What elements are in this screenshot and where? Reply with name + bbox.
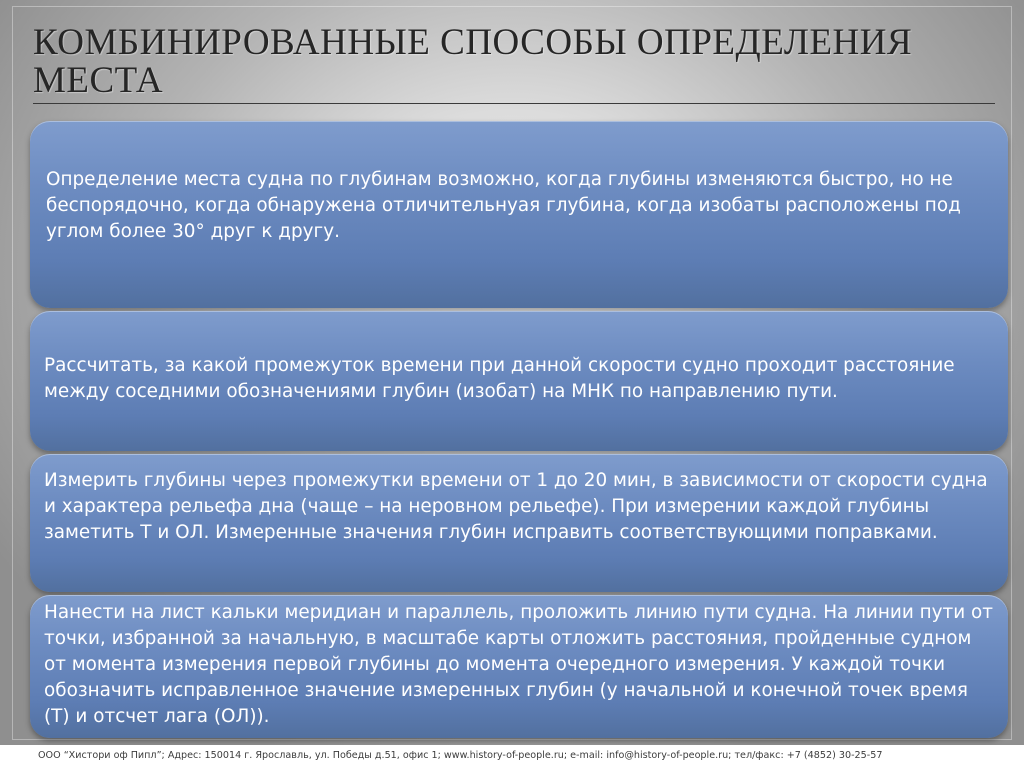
content-box-depth-method bbox=[30, 121, 1008, 308]
content-box-text: Рассчитать, за какой промежуток времени при данной скорости судно проходит расстояние между соседними обозначениями глубин (изобат) на МНК по направлению пути. bbox=[44, 355, 955, 402]
content-box-text: Измерить глубины через промежутки времени от 1 до 20 мин, в зависимости от скорости судна и характера рельефа дна (чаще – на неровном рельефе). При измерении каждой глубины заметить Т и ОЛ. Измеренные значения глубин исправить соответствующими поправками. bbox=[44, 470, 988, 543]
content-box-tracing-paper bbox=[30, 595, 1008, 738]
title-underline bbox=[33, 103, 995, 104]
footer-contact-info: ООО “Хистори оф Пипл”; Адрес: 150014 г. Ярославль, ул. Победы д.51, офис 1; www.history-of-people.ru; e-mail: info@history-of-people.ru; тел/факс: +7 (4852) 30-25-57 bbox=[38, 750, 883, 761]
content-box-time-calculation bbox=[30, 311, 1008, 451]
content-box-text: Нанести на лист кальки меридиан и параллель, проложить линию пути судна. На линии пути от точки, избранной за начальную, в масштабе карты отложить расстояния, пройденные судном от момента измерения первой глубины до момента очередного измерения. У каждой точки обозначить исправленное значение измеренных глубин (у начальной и конечной точек время (Т) и отсчет лага (ОЛ)). bbox=[44, 602, 994, 727]
content-box-depth-measurement bbox=[30, 454, 1008, 592]
content-box-text: Определение места судна по глубинам возможно, когда глубины изменяются быстро, но не беспорядочно, когда обнаружена отличительнуая глубина, когда изобаты расположены под углом более 30° друг к другу. bbox=[46, 169, 961, 242]
slide-title: КОМБИНИРОВАННЫЕ СПОСОБЫ ОПРЕДЕЛЕНИЯ МЕСТА bbox=[33, 22, 913, 101]
